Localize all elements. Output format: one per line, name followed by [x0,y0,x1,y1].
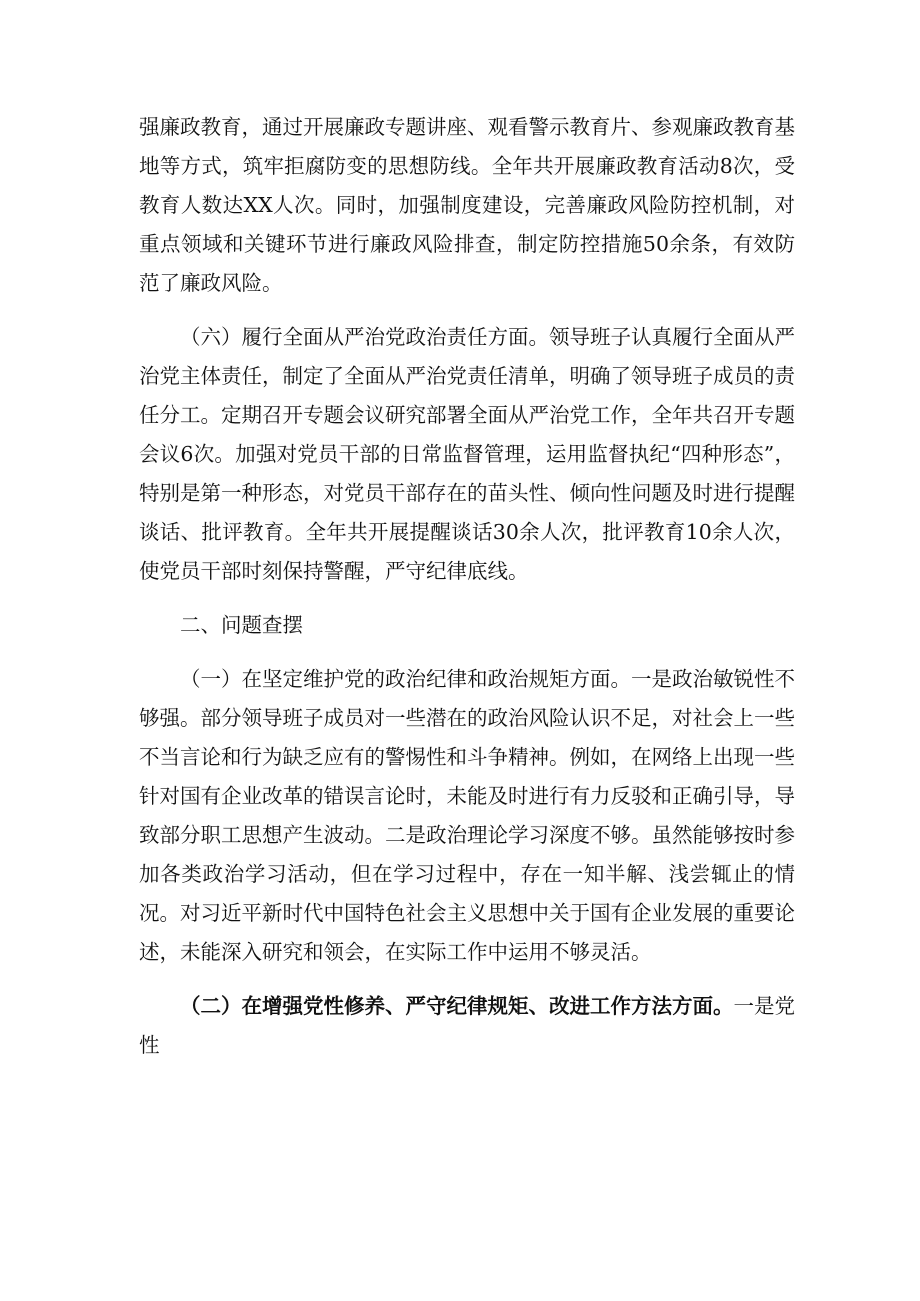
paragraph-3: （一）在坚定维护党的政治纪律和政治规矩方面。一是政治敏锐性不够强。部分领导班子成员对一些潜在的政治风险认识不足，对社会上一些不当言论和行为缺乏应有的警惕性和斗争精神。例如，在网络上出现一些针对国有企业改革的错误言论时，未能及时进行有力反驳和正确引导，导致部分职工思想产生波动。二是政治理论学习深度不够。虽然能够按时参加各类政治学习活动，但在学习过程中，存在一知半解、浅尝辄止的情况。对习近平新时代中国特色社会主义思想中关于国有企业发展的重要论述，未能深入研究和领会，在实际工作中运用不够灵活。 [139,667,795,964]
paragraph-4-lead: （二）在增强党性修养、严守纪律规矩、改进工作方法方面。 [180,994,734,1018]
paragraph-2: （六）履行全面从严治党政治责任方面。领导班子认真履行全面从严治党主体责任，制定了全面从严治党责任清单，明确了领导班子成员的责任分工。定期召开专题会议研究部署全面从严治党工作，全年共召开专题会议6次。加强对党员干部的日常监督管理，运用监督执纪“四种形态”，特别是第一种形态，对党员干部存在的苗头性、倾向性问题及时进行提醒谈话、批评教育。全年共开展提醒谈话30余人次，批评教育10余人次，使党员干部时刻保持警醒，严守纪律底线。 [139,325,795,583]
paragraph-4 [139,987,795,1065]
document-page [139,108,795,1080]
paragraph-1: 强廉政教育，通过开展廉政专题讲座、观看警示教育片、参观廉政教育基地等方式，筑牢拒腐防变的思想防线。全年共开展廉政教育活动8次，受教育人数达XX人次。同时，加强制度建设，完善廉政风险防控机制，对重点领域和关键环节进行廉政风险排查，制定防控措施50余条，有效防范了廉政风险。 [139,115,795,295]
section-heading: 二、问题查摆 [180,613,303,637]
paragraph-4-text: 一是党性 [139,994,795,1057]
